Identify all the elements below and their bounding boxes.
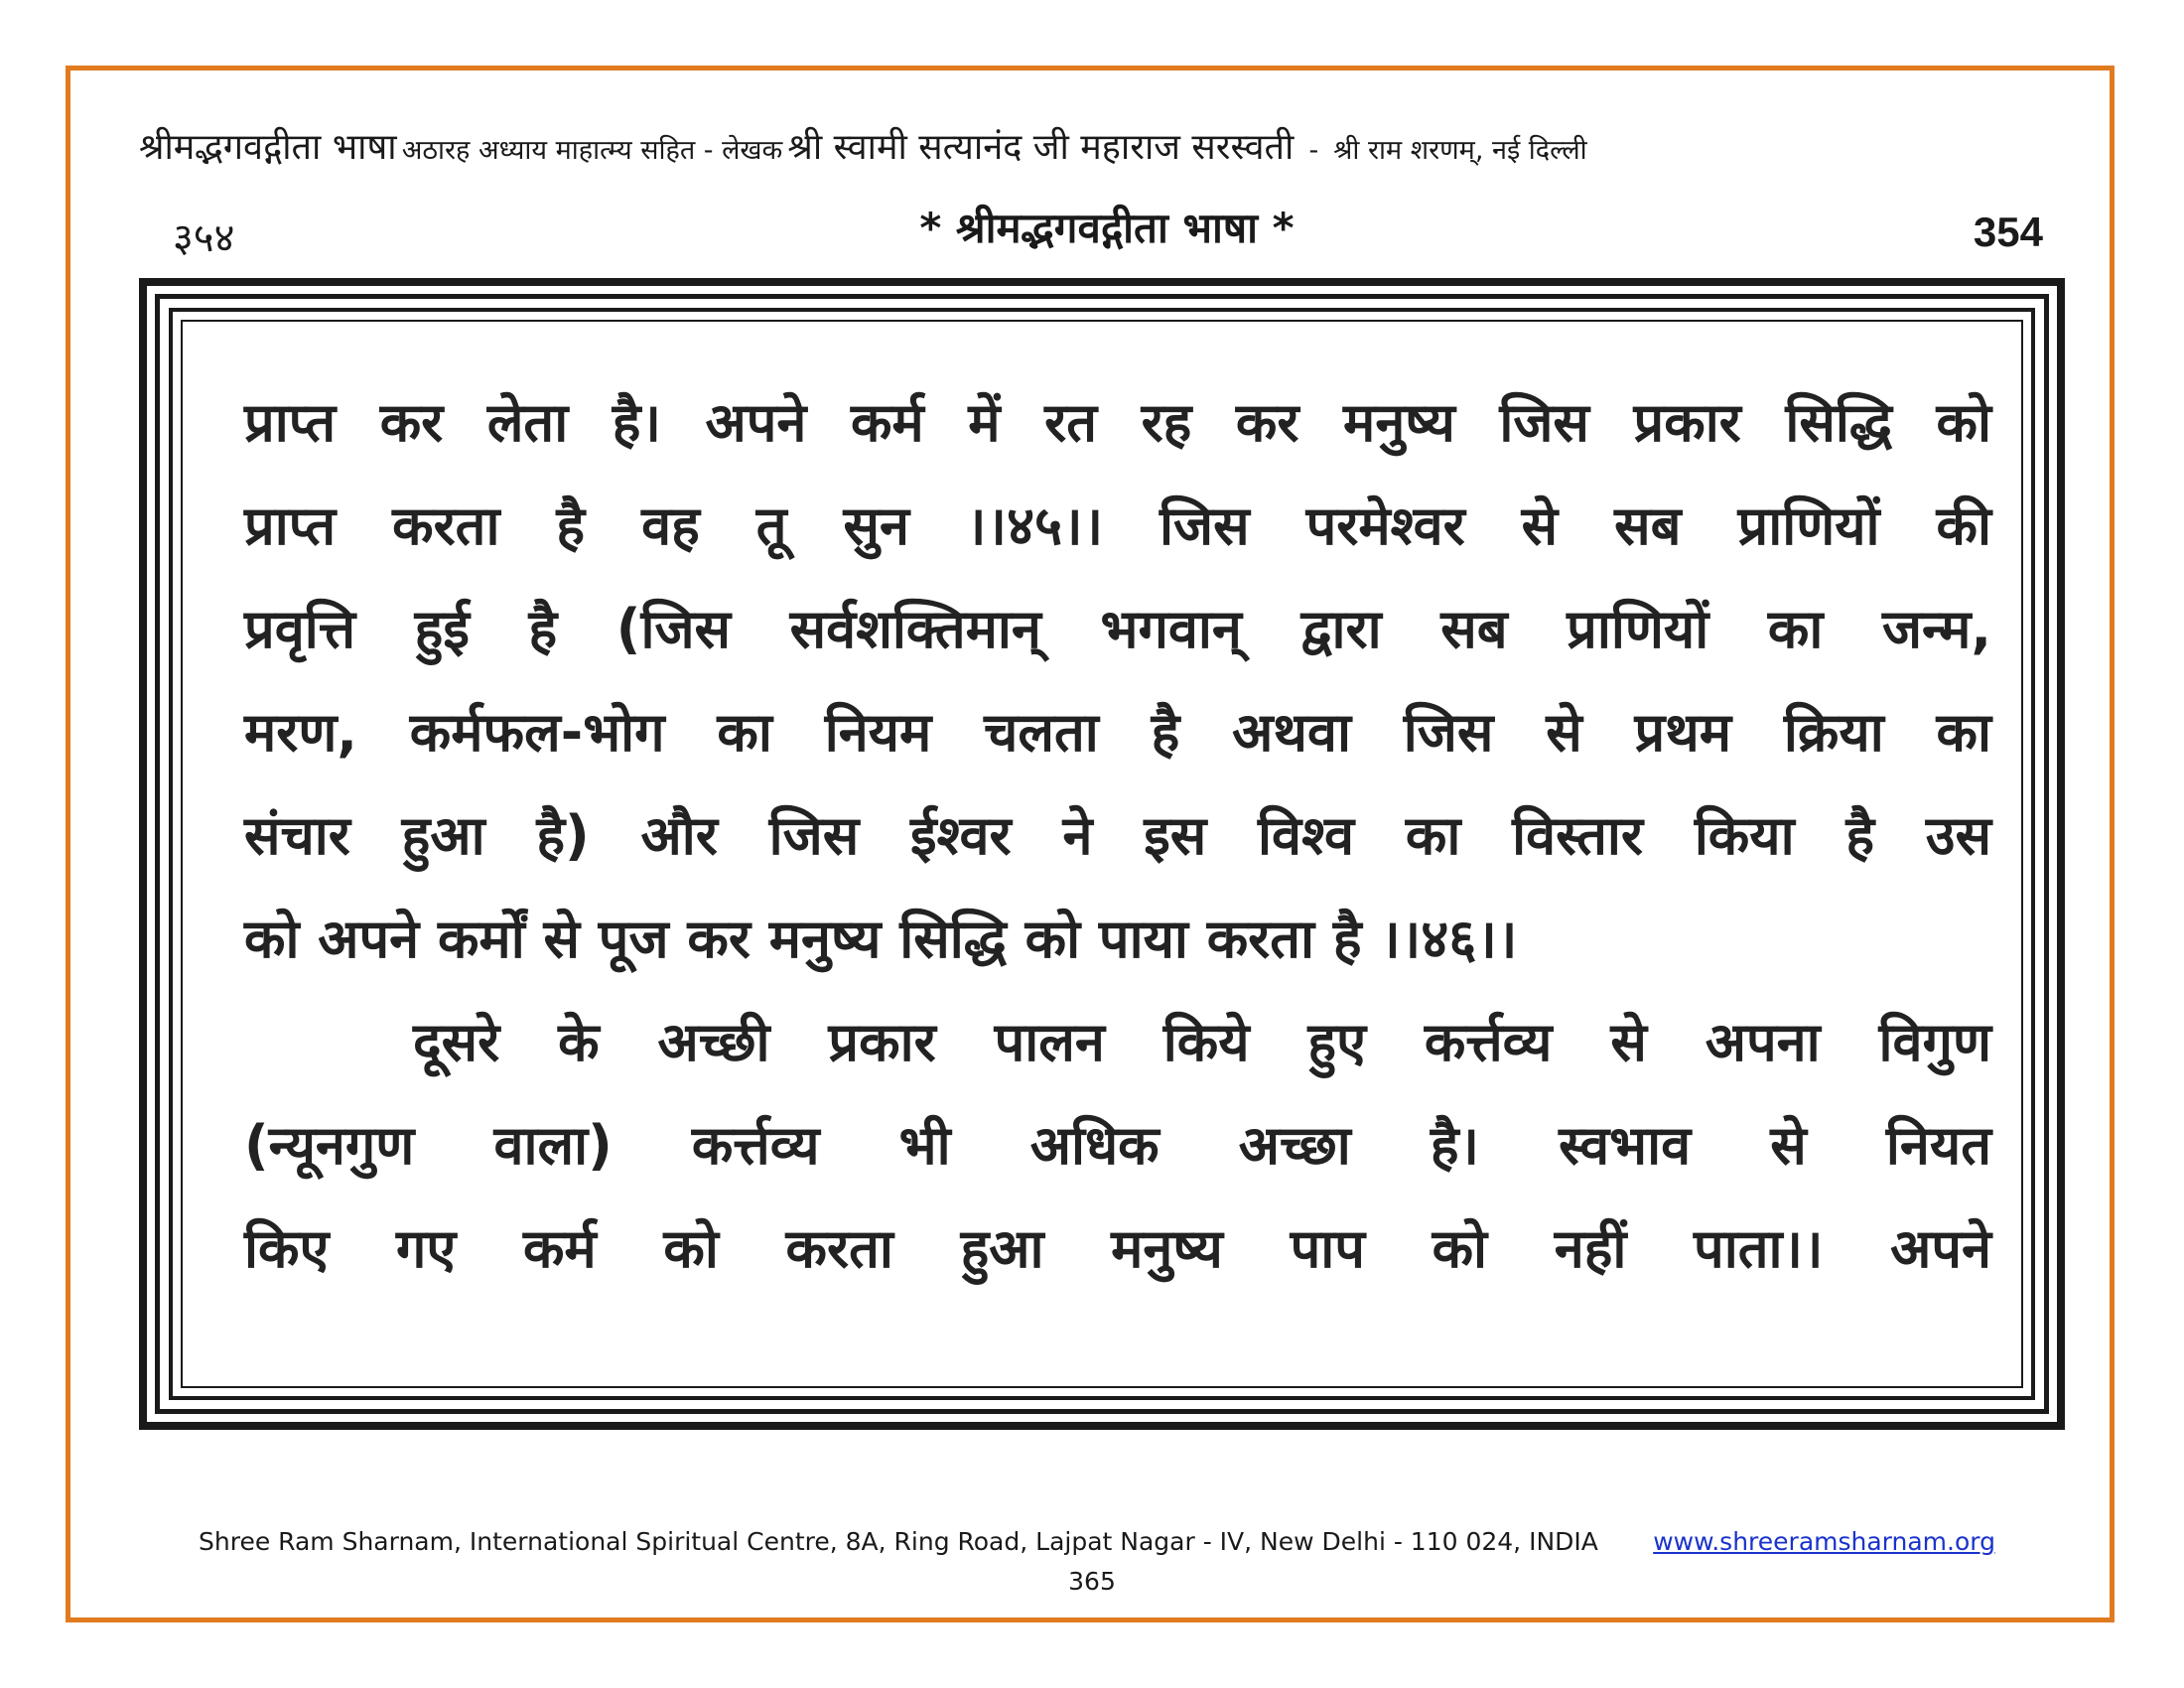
scan-page-header — [169, 199, 2045, 261]
footer-address: Shree Ram Sharnam, International Spiritual Centre, 8A, Ring Road, Lajpat Nagar - IV, New Delhi - 110 024, INDIA — [199, 1527, 1598, 1556]
header-publisher: श्री राम शरणम्, नई दिल्ली — [1333, 135, 1587, 166]
text-line: मरण, कर्मफल-भोग का नियम चलता है अथवा जिस से प्रथम क्रिया का — [244, 701, 1991, 764]
page-number-latin: 354 — [1973, 209, 2043, 255]
text-line: संचार हुआ है) और जिस ईश्वर ने इस विश्व का विस्तार किया है उस — [244, 804, 1991, 867]
scan-title: * श्रीमद्भगवद्गीता भाषा * — [919, 204, 1295, 252]
website-link[interactable]: www.shreeramsharnam.org — [1653, 1527, 1995, 1556]
header-separator: - — [1308, 135, 1319, 166]
frame-middle-border — [155, 294, 2049, 1414]
text-line: को अपने कर्मों से पूज कर मनुष्य सिद्धि को पाया करता है ।।४६।। — [244, 908, 1518, 970]
text-line: प्राप्त कर लेता है। अपने कर्म में रत रह कर मनुष्य जिस प्रकार सिद्धि को — [244, 391, 1991, 454]
text-panel — [181, 320, 2023, 1388]
header-subtitle: अठारह अध्याय माहात्म्य सहित - लेखक — [401, 135, 783, 166]
text-line: प्राप्त करता है वह तू सुन ।।४५।। जिस परमेश्वर से सब प्राणियों की — [244, 494, 1991, 557]
frame-inner-border — [169, 308, 2035, 1400]
text-line: (न्यूनगुण वाला) कर्त्तव्य भी अधिक अच्छा है। स्वभाव से नियत — [244, 1114, 1991, 1177]
page-number-devanagari: ३५४ — [173, 215, 235, 261]
text-line: दूसरे के अच्छी प्रकार पालन किये हुए कर्त्तव्य से अपना विगुण — [413, 1011, 1991, 1073]
header-author: श्री स्वामी सत्यानंद जी महाराज सरस्वती — [787, 127, 1295, 168]
decorative-frame — [139, 278, 2065, 1430]
text-line: किए गए कर्म को करता हुआ मनुष्य पाप को नहीं पाता।। अपने — [244, 1217, 1991, 1280]
footer — [199, 1527, 1995, 1556]
header-title: श्रीमद्भगवद्गीता भाषा — [139, 127, 397, 168]
document-header — [139, 121, 2055, 170]
footer-page-number: 365 — [1068, 1567, 1116, 1596]
text-line: प्रवृत्ति हुई है (जिस सर्वशक्तिमान् भगवान् द्वारा सब प्राणियों का जन्म, — [244, 598, 1991, 660]
body-text — [244, 371, 1991, 1301]
